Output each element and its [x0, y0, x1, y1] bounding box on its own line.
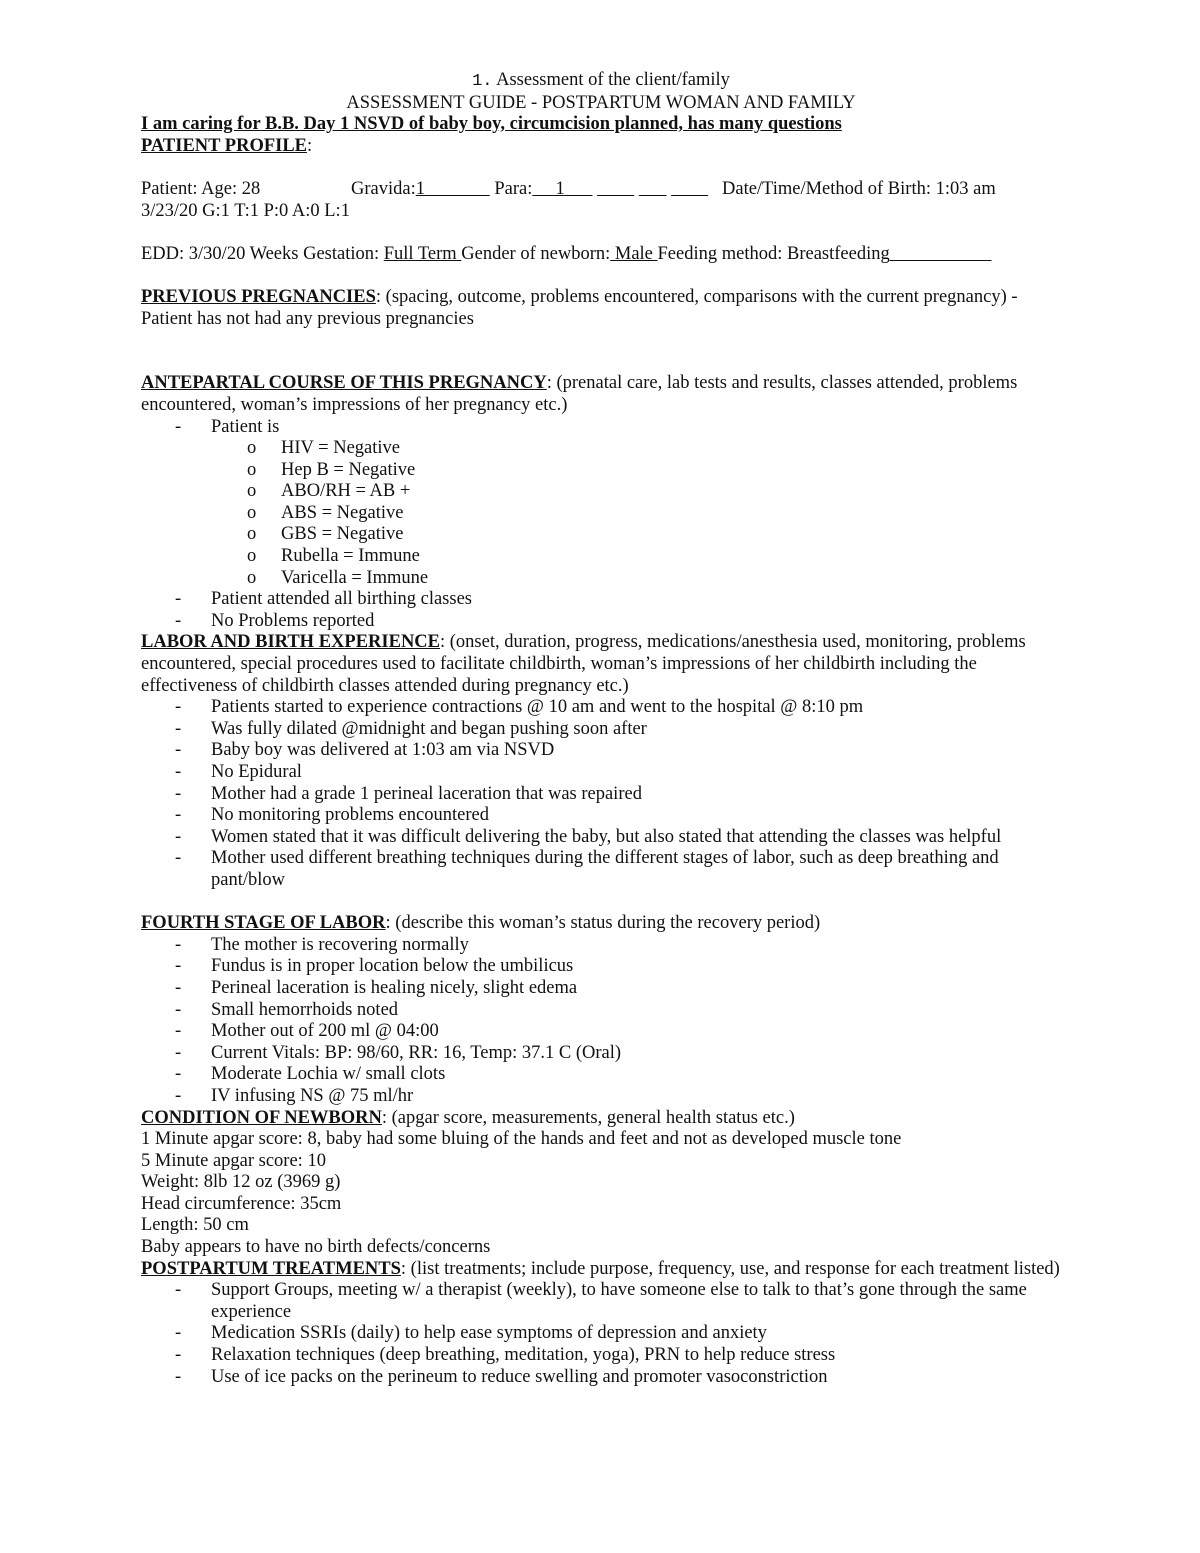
caring-statement: I am caring for B.B. Day 1 NSVD of baby boy, circumcision planned, has many questions	[141, 114, 842, 135]
list-item: - Small hemorrhoids noted	[141, 1000, 1061, 1022]
antepartal-heading: ANTEPARTAL COURSE OF THIS PREGNANCY	[141, 373, 547, 394]
doc-title: ASSESSMENT GUIDE - POSTPARTUM WOMAN AND FAMILY	[346, 92, 856, 113]
labor-section	[141, 632, 1061, 697]
fourth-stage-heading: FOURTH STAGE OF LABOR	[141, 913, 386, 934]
doc-subtitle	[141, 70, 1061, 93]
list-item: - Perineal laceration is healing nicely, slight edema	[141, 978, 1061, 1000]
profile-heading-text: PATIENT PROFILE	[141, 135, 308, 156]
list-item: - Mother used different breathing techniques during the different stages of labor, such as deep breathing and pant/blow	[141, 848, 1061, 891]
antepartal-list	[141, 589, 1061, 632]
list-item: - The mother is recovering normally	[141, 935, 1061, 957]
newborn-text: : (apgar score, measurements, general health status etc.)	[381, 1107, 795, 1128]
edd-line	[141, 244, 1061, 266]
newborn-section	[141, 1108, 1061, 1130]
list-item: - No Problems reported	[141, 611, 1061, 633]
list-item: - Relaxation techniques (deep breathing, meditation, yoga), PRN to help reduce stress	[141, 1345, 1061, 1367]
antepartal-intro-list	[141, 417, 1061, 439]
section-title: Assessment of the client/family	[496, 70, 730, 90]
gender-value: Male	[610, 243, 658, 264]
previous-pregnancies	[141, 287, 1061, 330]
list-item: - Fundus is in proper location below the umbilicus	[141, 956, 1061, 978]
section-number: 1.	[472, 72, 493, 91]
lab-result-item: o Rubella = Immune	[141, 546, 1061, 568]
lab-result-item: o ABS = Negative	[141, 503, 1061, 525]
list-item: - Was fully dilated @midnight and began pushing soon after	[141, 719, 1061, 741]
birth-info-cont: 3/23/20 G:1 T:1 P:0 A:0 L:1	[141, 200, 350, 221]
newborn-line: Baby appears to have no birth defects/concerns	[141, 1237, 491, 1258]
treatments-section	[141, 1259, 1061, 1281]
lab-result-item: o HIV = Negative	[141, 438, 1061, 460]
list-item: - Current Vitals: BP: 98/60, RR: 16, Temp: 37.1 C (Oral)	[141, 1043, 1061, 1065]
list-item: - Baby boy was delivered at 1:03 am via NSVD	[141, 740, 1061, 762]
list-item: - Patients started to experience contractions @ 10 am and went to the hospital @ 8:10 pm	[141, 697, 1061, 719]
list-item: - Medication SSRIs (daily) to help ease symptoms of depression and anxiety	[141, 1323, 1061, 1345]
treatments-text: : (list treatments; include purpose, frequency, use, and response for each treatment listed)	[400, 1258, 1060, 1279]
list-item: - Moderate Lochia w/ small clots	[141, 1064, 1061, 1086]
list-item: - Use of ice packs on the perineum to reduce swelling and promoter vasoconstriction	[141, 1367, 1061, 1389]
fourth-stage-text: : (describe this woman’s status during the recovery period)	[385, 913, 821, 934]
list-item: - Women stated that it was difficult delivering the baby, but also stated that attending the classes was helpful	[141, 827, 1061, 849]
antepartal-text: : (prenatal care, lab tests and results, classes attended, problems encountered, woman’s impressions of her pregnancy etc.)	[141, 373, 1018, 415]
labor-heading: LABOR AND BIRTH EXPERIENCE	[141, 632, 440, 653]
patient-profile-heading: PATIENT PROFILE:	[141, 135, 313, 156]
gravida-label: Gravida:	[351, 178, 416, 199]
newborn-line: Length: 50 cm	[141, 1215, 249, 1236]
lab-results-list	[141, 438, 1061, 589]
document-page	[141, 70, 1061, 1388]
treatments-heading: POSTPARTUM TREATMENTS	[141, 1258, 401, 1279]
list-item: - IV infusing NS @ 75 ml/hr	[141, 1086, 1061, 1108]
edd-text: EDD: 3/30/20 Weeks Gestation:	[141, 243, 384, 264]
lab-result-item: o Hep B = Negative	[141, 460, 1061, 482]
list-item: - No Epidural	[141, 762, 1061, 784]
newborn-heading: CONDITION OF NEWBORN	[141, 1107, 382, 1128]
list-item: - No monitoring problems encountered	[141, 805, 1061, 827]
patient-demographics	[141, 179, 1061, 201]
list-item: - Mother out of 200 ml @ 04:00	[141, 1021, 1061, 1043]
fourth-stage-section	[141, 913, 1061, 935]
newborn-line: Head circumference: 35cm	[141, 1193, 342, 1214]
para-label: Para:	[494, 178, 533, 199]
age-field: Patient: Age: 28	[141, 178, 261, 199]
lab-result-item: o GBS = Negative	[141, 524, 1061, 546]
treatments-list	[141, 1280, 1061, 1388]
para-value: 1	[555, 178, 565, 199]
gravida-value: 1	[415, 178, 425, 199]
gender-label: Gender of newborn:	[461, 243, 611, 264]
list-item: - Mother had a grade 1 perineal laceration that was repaired	[141, 784, 1061, 806]
gestation-value: Full Term	[383, 243, 462, 264]
list-item: - Patient attended all birthing classes	[141, 589, 1061, 611]
newborn-line: 5 Minute apgar score: 10	[141, 1150, 326, 1171]
newborn-line: 1 Minute apgar score: 8, baby had some bluing of the hands and feet and not as developed muscle tone	[141, 1129, 902, 1150]
previous-heading: PREVIOUS PREGNANCIES	[141, 286, 376, 307]
feeding-method: Feeding method: Breastfeeding	[657, 243, 890, 264]
list-item: - Patient is	[141, 417, 1061, 439]
fourth-stage-list	[141, 935, 1061, 1108]
labor-list	[141, 697, 1061, 891]
birth-info: Date/Time/Method of Birth: 1:03 am	[722, 178, 996, 199]
list-item: - Support Groups, meeting w/ a therapist (weekly), to have someone else to talk to that’s gone through the same experience	[141, 1280, 1061, 1323]
newborn-line: Weight: 8lb 12 oz (3969 g)	[141, 1172, 341, 1193]
labor-text: : (onset, duration, progress, medications/anesthesia used, monitoring, problems encountered, special procedures used to facilitate childbirth, woman’s impressions of her childbirth including the effectiveness of childbirth classes attended during pregnancy etc.)	[141, 632, 1026, 696]
previous-text: : (spacing, outcome, problems encountered, comparisons with the current pregnancy) - Patient has not had any previous pregnancies	[141, 286, 1018, 329]
lab-result-item: o ABO/RH = AB +	[141, 481, 1061, 503]
antepartal-section	[141, 373, 1061, 416]
lab-result-item: o Varicella = Immune	[141, 568, 1061, 590]
